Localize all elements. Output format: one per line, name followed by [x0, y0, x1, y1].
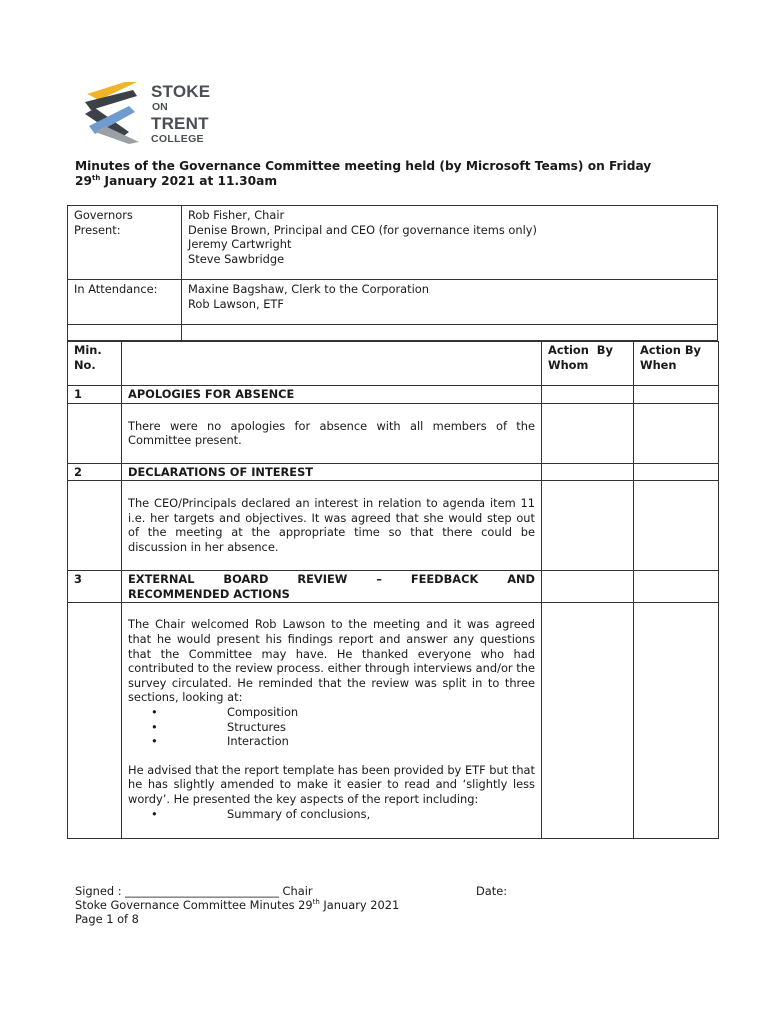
action-by-when-cell [634, 481, 719, 571]
empty-cell [68, 325, 182, 341]
item-number: 3 [68, 571, 122, 603]
item-text: There were no apologies for absence with all members of the Committee present. [122, 403, 542, 463]
footer-date: Date: [476, 884, 508, 898]
governor-name: Steve Sawbridge [188, 251, 285, 266]
item-number: 1 [68, 386, 122, 404]
bullet-item: • Composition [128, 705, 535, 720]
logo-line-1: STOKE [151, 82, 211, 101]
bullet-list [128, 705, 535, 749]
action-by-whom-cell [542, 403, 634, 463]
governors-label-line-2: Present: [74, 222, 121, 237]
governor-name: Jeremy Cartwright [188, 237, 292, 252]
header-when-line-1: Action By [640, 343, 701, 357]
item-heading [122, 571, 542, 603]
logo-line-4: COLLEGE [151, 132, 204, 145]
bullet-item: • Structures [128, 720, 535, 735]
header-min-line-1: Min. [74, 343, 102, 357]
action-by-when-cell [634, 463, 719, 481]
logo-wordmark [151, 83, 210, 144]
title-date-rest: January 2021 at 11.30am [100, 174, 278, 188]
header-min-line-2: No. [74, 357, 96, 372]
header-action-by-whom [542, 342, 634, 386]
governor-name: Denise Brown, Principal and CEO (for governance items only) [188, 222, 537, 237]
footer-doc-rest: January 2021 [319, 898, 400, 912]
governors-label [68, 206, 182, 280]
action-by-whom-cell [542, 386, 634, 404]
header-who-line-2: Whom [548, 357, 589, 372]
action-by-whom-cell [542, 603, 634, 839]
header-who-line-1: Action By [548, 343, 613, 357]
page-footer [75, 884, 399, 926]
action-by-when-cell [634, 403, 719, 463]
action-by-whom-cell [542, 481, 634, 571]
minutes-table [67, 341, 719, 839]
header-min-no [68, 342, 122, 386]
item-paragraph: The Chair welcomed Rob Lawson to the meeting and it was agreed that he would present his findings report and answer any questions that the Committee may have. He thanked everyone who had contributed to the review process. either through interviews and/or the survey circulated. He reminded that the review was split in to three sections, looking at: [128, 617, 535, 705]
title-line-2 [75, 174, 695, 189]
footer-document-name [75, 898, 399, 912]
title-date-suffix: th [91, 173, 101, 182]
bullet-item: • Interaction [128, 734, 535, 749]
action-by-when-cell [634, 386, 719, 404]
action-by-when-cell [634, 603, 719, 839]
item-text: The CEO/Principals declared an interest in relation to agenda item 11 i.e. her targets and objectives. It was agreed that she would step out of the meeting at the appropriate time so that there could be discussion in her absence. [122, 481, 542, 571]
action-by-whom-cell [542, 571, 634, 603]
header-action-by-when [634, 342, 719, 386]
action-by-whom-cell [542, 463, 634, 481]
empty-cell [68, 481, 122, 571]
attendee-name: Maxine Bagshaw, Clerk to the Corporation [188, 282, 429, 296]
header-when-line-2: When [640, 357, 677, 372]
empty-cell [68, 603, 122, 839]
logo-mark-icon [85, 80, 145, 146]
attendees-list [182, 280, 718, 325]
action-by-when-cell [634, 571, 719, 603]
bullet-list [128, 807, 535, 822]
logo-line-3: TRENT [151, 113, 209, 133]
empty-cell [68, 403, 122, 463]
item-heading: DECLARATIONS OF INTEREST [122, 463, 542, 481]
attendance-table [67, 205, 718, 341]
college-logo [85, 80, 225, 146]
footer-page-number: Page 1 of 8 [75, 912, 139, 926]
footer-doc-name: Stoke Governance Committee Minutes 29 [75, 898, 313, 912]
logo-line-2: ON [152, 101, 168, 113]
governors-label-line-1: Governors [74, 208, 133, 222]
governor-name: Rob Fisher, Chair [188, 208, 285, 222]
title-line-1: Minutes of the Governance Committee meeting held (by Microsoft Teams) on Friday [75, 159, 652, 173]
bullet-item: • Summary of conclusions, [128, 807, 535, 822]
item-number: 2 [68, 463, 122, 481]
footer-signed: Signed : ___________________________ Chair [75, 884, 313, 898]
item-text [122, 603, 542, 839]
attendee-name: Rob Lawson, ETF [188, 296, 284, 311]
title-date-day: 29 [75, 174, 92, 188]
item-heading-line-1: EXTERNAL BOARD REVIEW – FEEDBACK AND [128, 572, 535, 587]
document-title [75, 159, 695, 189]
item-heading: APOLOGIES FOR ABSENCE [122, 386, 542, 404]
attendance-label: In Attendance: [68, 280, 182, 325]
empty-cell [182, 325, 718, 341]
governors-list [182, 206, 718, 280]
item-paragraph: He advised that the report template has been provided by ETF but that he has slightly amended to make it easier to read and ‘slightly less wordy’. He presented the key aspects of the report including: [128, 762, 535, 806]
footer-doc-suffix: th [312, 898, 320, 907]
item-heading-line-2: RECOMMENDED ACTIONS [128, 586, 290, 601]
header-blank [122, 342, 542, 386]
